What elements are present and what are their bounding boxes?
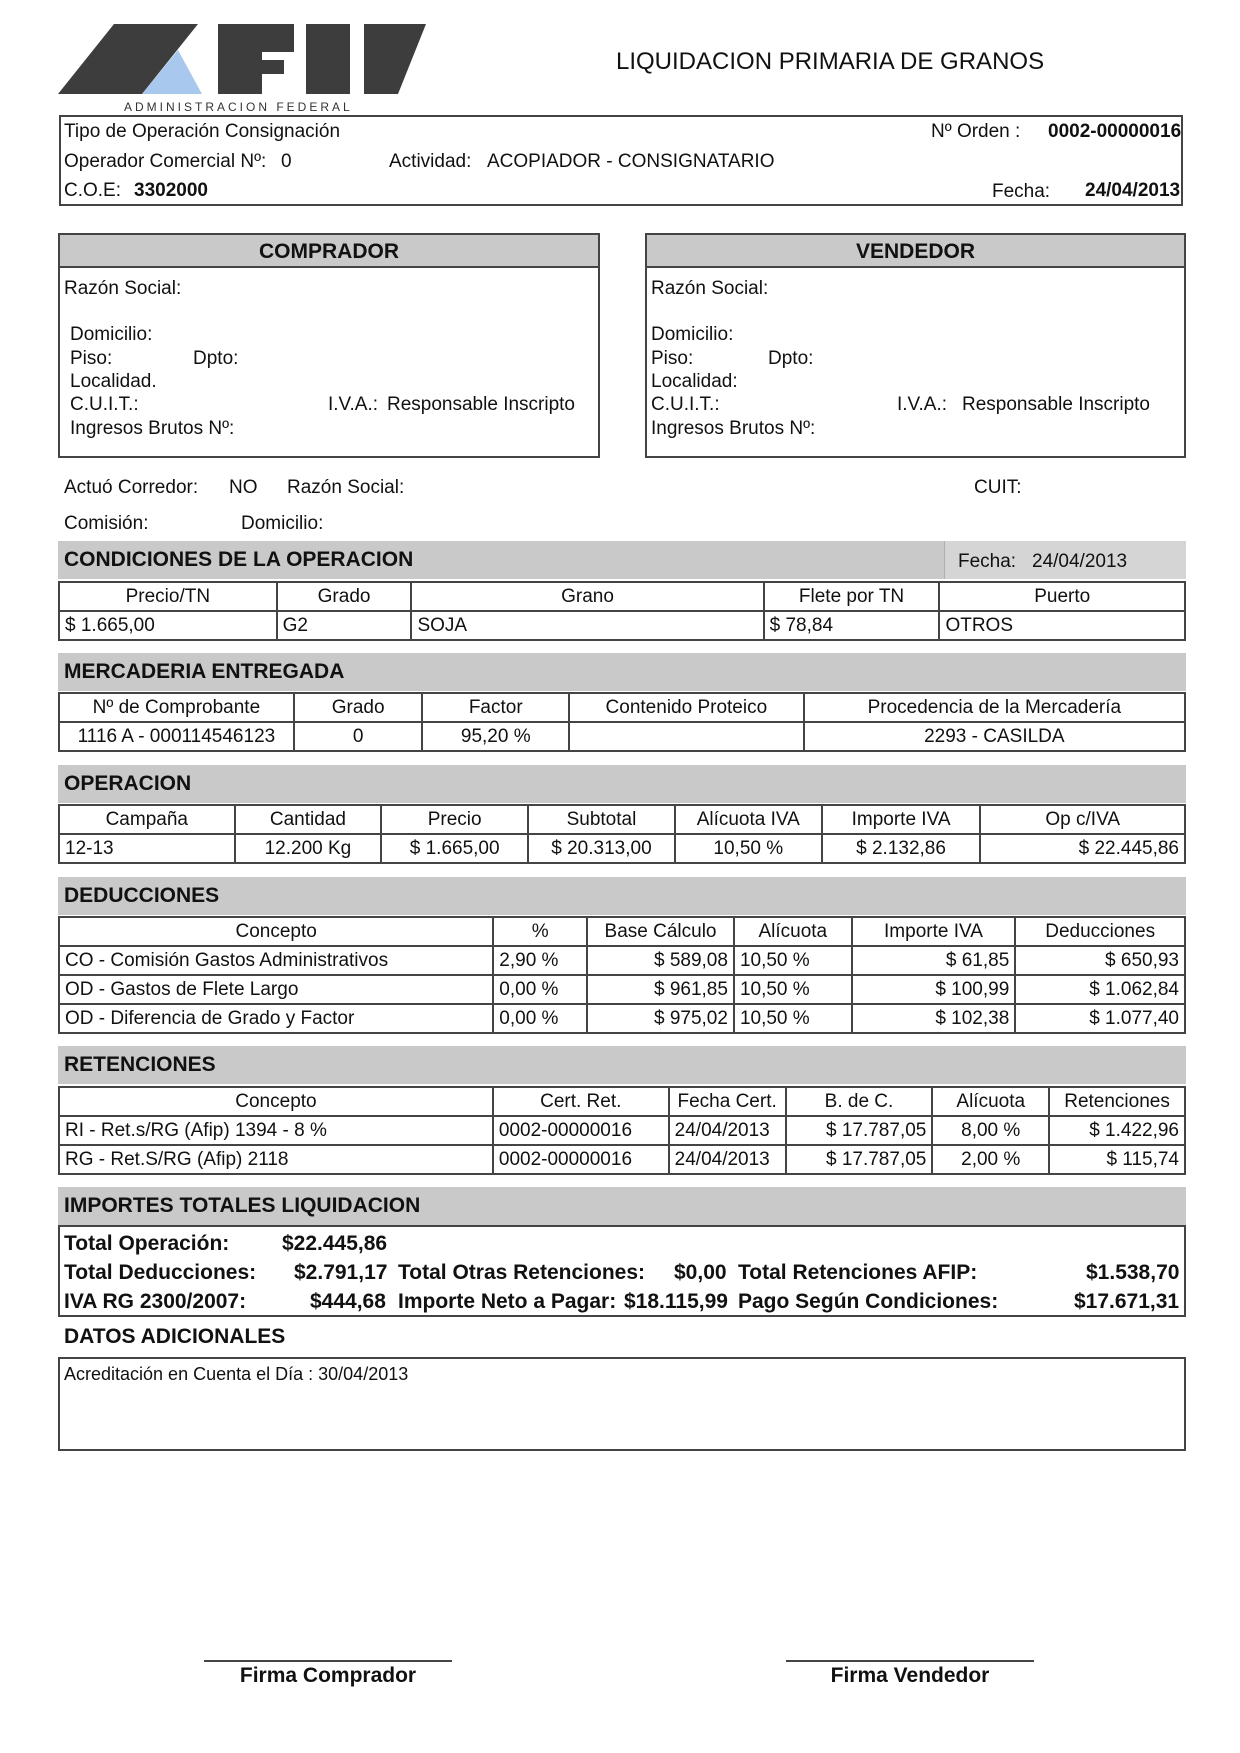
corredor-razon: Razón Social:	[287, 477, 405, 498]
total-afip-value: $1.538,70	[1086, 1261, 1180, 1284]
cell-retenciones: $ 115,74	[1049, 1145, 1185, 1174]
cell-contenido-proteico	[569, 722, 804, 751]
comprador-title: COMPRADOR	[60, 235, 598, 268]
comprador-iva-label: I.V.A.:	[328, 394, 378, 415]
cell-importe-iva: $ 102,38	[852, 1004, 1016, 1033]
cell-campana: 12-13	[59, 834, 235, 863]
col-procedencia: Procedencia de la Mercadería	[804, 693, 1185, 722]
deducciones-title: DEDUCCIONES	[64, 884, 220, 907]
table-row	[59, 834, 1185, 863]
vendedor-dpto: Dpto:	[768, 348, 814, 369]
corredor-comision: Comisión:	[64, 513, 149, 534]
afip-logo	[58, 20, 438, 114]
cell-grado: 0	[294, 722, 423, 751]
total-operacion-value: $22.445,86	[282, 1232, 388, 1255]
coe-label: C.O.E:	[64, 180, 122, 201]
cell-importe-iva: $ 61,85	[852, 946, 1016, 975]
cell-concepto: OD - Diferencia de Grado y Factor	[59, 1004, 493, 1033]
cell-base-calculo: $ 961,85	[587, 975, 734, 1004]
firma-vendedor-line	[786, 1660, 1034, 1662]
cell-alicuota: 10,50 %	[734, 1004, 852, 1033]
fecha-value: 24/04/2013	[1085, 180, 1181, 201]
table-row	[59, 1116, 1185, 1145]
operacion-title-bar	[58, 765, 1186, 803]
col-precio-tn: Precio/TN	[59, 582, 277, 611]
deducciones-table	[58, 916, 1186, 1034]
comprador-cuit: C.U.I.T.:	[70, 394, 139, 415]
col-grado: Grado	[294, 693, 423, 722]
cell-base-calculo: $ 17.787,05	[786, 1145, 933, 1174]
vendedor-piso: Piso:	[651, 348, 694, 369]
col-alicuota: Alícuota	[932, 1087, 1049, 1116]
cell-fecha-cert: 24/04/2013	[669, 1145, 786, 1174]
cell-base-calculo: $ 589,08	[587, 946, 734, 975]
table-row	[59, 1004, 1185, 1033]
cell-alicuota: 8,00 %	[932, 1116, 1049, 1145]
datos-text: Acreditación en Cuenta el Día : 30/04/2013	[64, 1364, 409, 1384]
cell-importe-iva: $ 2.132,86	[822, 834, 981, 863]
col-cert-ret: Cert. Ret.	[493, 1087, 669, 1116]
col-concepto: Concepto	[59, 917, 493, 946]
table-row	[59, 946, 1185, 975]
col-grado: Grado	[277, 582, 412, 611]
total-operacion-label: Total Operación:	[64, 1232, 230, 1255]
vendedor-ingresos: Ingresos Brutos Nº:	[651, 418, 816, 439]
total-otras-value: $0,00	[674, 1261, 727, 1284]
comprador-localidad: Localidad.	[70, 371, 157, 392]
cell-importe-iva: $ 100,99	[852, 975, 1016, 1004]
col-base-calculo: B. de C.	[786, 1087, 933, 1116]
vendedor-razon: Razón Social:	[651, 278, 769, 299]
col-importe-iva: Importe IVA	[822, 805, 981, 834]
col-subtotal: Subtotal	[528, 805, 675, 834]
col-deducciones: Deducciones	[1015, 917, 1185, 946]
pago-label: Pago Según Condiciones:	[738, 1290, 999, 1313]
cell-porcentaje: 0,00 %	[493, 975, 587, 1004]
col-alicuota-iva: Alícuota IVA	[675, 805, 822, 834]
total-deducciones-label: Total Deducciones:	[64, 1261, 257, 1284]
cell-puerto: OTROS	[939, 611, 1185, 640]
col-concepto: Concepto	[59, 1087, 493, 1116]
condiciones-table	[58, 581, 1186, 641]
deducciones-title-bar	[58, 877, 1186, 915]
logo-subtext: ADMINISTRACION FEDERAL	[124, 100, 353, 114]
cell-flete: $ 78,84	[764, 611, 940, 640]
page-title: LIQUIDACION PRIMARIA DE GRANOS	[616, 48, 1045, 75]
mercaderia-title: MERCADERIA ENTREGADA	[64, 660, 345, 683]
operacion-title: OPERACION	[64, 772, 192, 795]
cell-alicuota: 2,00 %	[932, 1145, 1049, 1174]
operador-value: 0	[281, 151, 292, 172]
cell-comprobante: 1116 A - 000114546123	[59, 722, 294, 751]
retenciones-table	[58, 1086, 1186, 1175]
cell-subtotal: $ 20.313,00	[528, 834, 675, 863]
col-porcentaje: %	[493, 917, 587, 946]
corredor-cuit: CUIT:	[974, 477, 1022, 498]
col-comprobante: Nº de Comprobante	[59, 693, 294, 722]
cell-base-calculo: $ 17.787,05	[786, 1116, 933, 1145]
comprador-dpto: Dpto:	[193, 348, 239, 369]
table-row	[59, 611, 1185, 640]
cell-concepto: OD - Gastos de Flete Largo	[59, 975, 493, 1004]
actividad-value: ACOPIADOR - CONSIGNATARIO	[487, 151, 775, 172]
col-base-calculo: Base Cálculo	[587, 917, 734, 946]
cell-fecha-cert: 24/04/2013	[669, 1116, 786, 1145]
vendedor-localidad: Localidad:	[651, 371, 738, 392]
vendedor-cuit: C.U.I.T.:	[651, 394, 720, 415]
firma-comprador-line	[204, 1660, 452, 1662]
cell-factor: 95,20 %	[422, 722, 569, 751]
cell-base-calculo: $ 975,02	[587, 1004, 734, 1033]
table-row	[59, 1145, 1185, 1174]
vendedor-iva-label: I.V.A.:	[897, 394, 947, 415]
cell-grano: SOJA	[411, 611, 763, 640]
comprador-piso: Piso:	[70, 348, 113, 369]
tipo-operacion: Tipo de Operación Consignación	[64, 121, 341, 142]
totales-title: IMPORTES TOTALES LIQUIDACION	[64, 1194, 421, 1217]
col-fecha-cert: Fecha Cert.	[669, 1087, 786, 1116]
cell-retenciones: $ 1.422,96	[1049, 1116, 1185, 1145]
table-row	[59, 975, 1185, 1004]
cell-cert-ret: 0002-00000016	[493, 1145, 669, 1174]
pago-value: $17.671,31	[1074, 1290, 1180, 1313]
comprador-ingresos: Ingresos Brutos Nº:	[70, 418, 235, 439]
totales-title-bar	[58, 1187, 1186, 1225]
total-deducciones-value: $2.791,17	[294, 1261, 388, 1284]
vendedor-title: VENDEDOR	[647, 235, 1184, 268]
total-otras-label: Total Otras Retenciones:	[398, 1261, 645, 1284]
cell-op-civa: $ 22.445,86	[980, 834, 1185, 863]
fecha-label: Fecha:	[992, 181, 1051, 202]
col-puerto: Puerto	[939, 582, 1185, 611]
mercaderia-table	[58, 692, 1186, 752]
actuo-corredor-value: NO	[229, 477, 258, 498]
cell-procedencia: 2293 - CASILDA	[804, 722, 1185, 751]
cell-alicuota-iva: 10,50 %	[675, 834, 822, 863]
actividad-label: Actividad:	[389, 151, 472, 172]
condiciones-title: CONDICIONES DE LA OPERACION	[64, 548, 414, 571]
orden-label: Nº Orden :	[931, 121, 1021, 142]
neto-label: Importe Neto a Pagar:	[398, 1290, 617, 1313]
corredor-domicilio: Domicilio:	[241, 513, 324, 534]
mercaderia-title-bar	[58, 653, 1186, 691]
cell-concepto: CO - Comisión Gastos Administrativos	[59, 946, 493, 975]
comprador-razon: Razón Social:	[64, 278, 182, 299]
cell-deducciones: $ 650,93	[1015, 946, 1185, 975]
cell-cantidad: 12.200 Kg	[235, 834, 382, 863]
iva-rg-label: IVA RG 2300/2007:	[64, 1290, 247, 1313]
cell-grado: G2	[277, 611, 412, 640]
condiciones-fecha-value: 24/04/2013	[1032, 551, 1128, 572]
neto-value: $18.115,99	[624, 1290, 728, 1313]
cell-deducciones: $ 1.077,40	[1015, 1004, 1185, 1033]
datos-title: DATOS ADICIONALES	[64, 1325, 286, 1348]
col-importe-iva: Importe IVA	[852, 917, 1016, 946]
cell-cert-ret: 0002-00000016	[493, 1116, 669, 1145]
col-alicuota: Alícuota	[734, 917, 852, 946]
condiciones-fecha-label: Fecha:	[958, 551, 1017, 572]
col-retenciones: Retenciones	[1049, 1087, 1185, 1116]
cell-deducciones: $ 1.062,84	[1015, 975, 1185, 1004]
col-precio: Precio	[381, 805, 528, 834]
comprador-domicilio: Domicilio:	[70, 324, 153, 345]
col-campana: Campaña	[59, 805, 235, 834]
col-factor: Factor	[422, 693, 569, 722]
cell-concepto: RG - Ret.S/RG (Afip) 2118	[59, 1145, 493, 1174]
total-afip-label: Total Retenciones AFIP:	[738, 1261, 978, 1284]
cell-alicuota: 10,50 %	[734, 975, 852, 1004]
operador-label: Operador Comercial Nº:	[64, 151, 267, 172]
iva-rg-value: $444,68	[310, 1290, 386, 1313]
comprador-iva-value: Responsable Inscripto	[387, 394, 575, 415]
col-contenido-proteico: Contenido Proteico	[569, 693, 804, 722]
cell-porcentaje: 0,00 %	[493, 1004, 587, 1033]
table-row	[59, 722, 1185, 751]
retenciones-title-bar	[58, 1046, 1186, 1084]
cell-precio: $ 1.665,00	[381, 834, 528, 863]
operacion-table	[58, 804, 1186, 864]
coe-value: 3302000	[134, 180, 208, 201]
vendedor-domicilio: Domicilio:	[651, 324, 734, 345]
col-grano: Grano	[411, 582, 763, 611]
col-flete: Flete por TN	[764, 582, 940, 611]
orden-value: 0002-00000016	[1048, 121, 1182, 142]
col-op-civa: Op c/IVA	[980, 805, 1185, 834]
cell-concepto: RI - Ret.s/RG (Afip) 1394 - 8 %	[59, 1116, 493, 1145]
retenciones-title: RETENCIONES	[64, 1053, 216, 1076]
cell-precio-tn: $ 1.665,00	[59, 611, 277, 640]
cell-porcentaje: 2,90 %	[493, 946, 587, 975]
col-cantidad: Cantidad	[235, 805, 382, 834]
vendedor-iva-value: Responsable Inscripto	[962, 394, 1150, 415]
actuo-corredor-label: Actuó Corredor:	[64, 477, 199, 498]
firma-comprador-label: Firma Comprador	[239, 1664, 417, 1687]
firma-vendedor-label: Firma Vendedor	[830, 1664, 990, 1687]
cell-alicuota: 10,50 %	[734, 946, 852, 975]
